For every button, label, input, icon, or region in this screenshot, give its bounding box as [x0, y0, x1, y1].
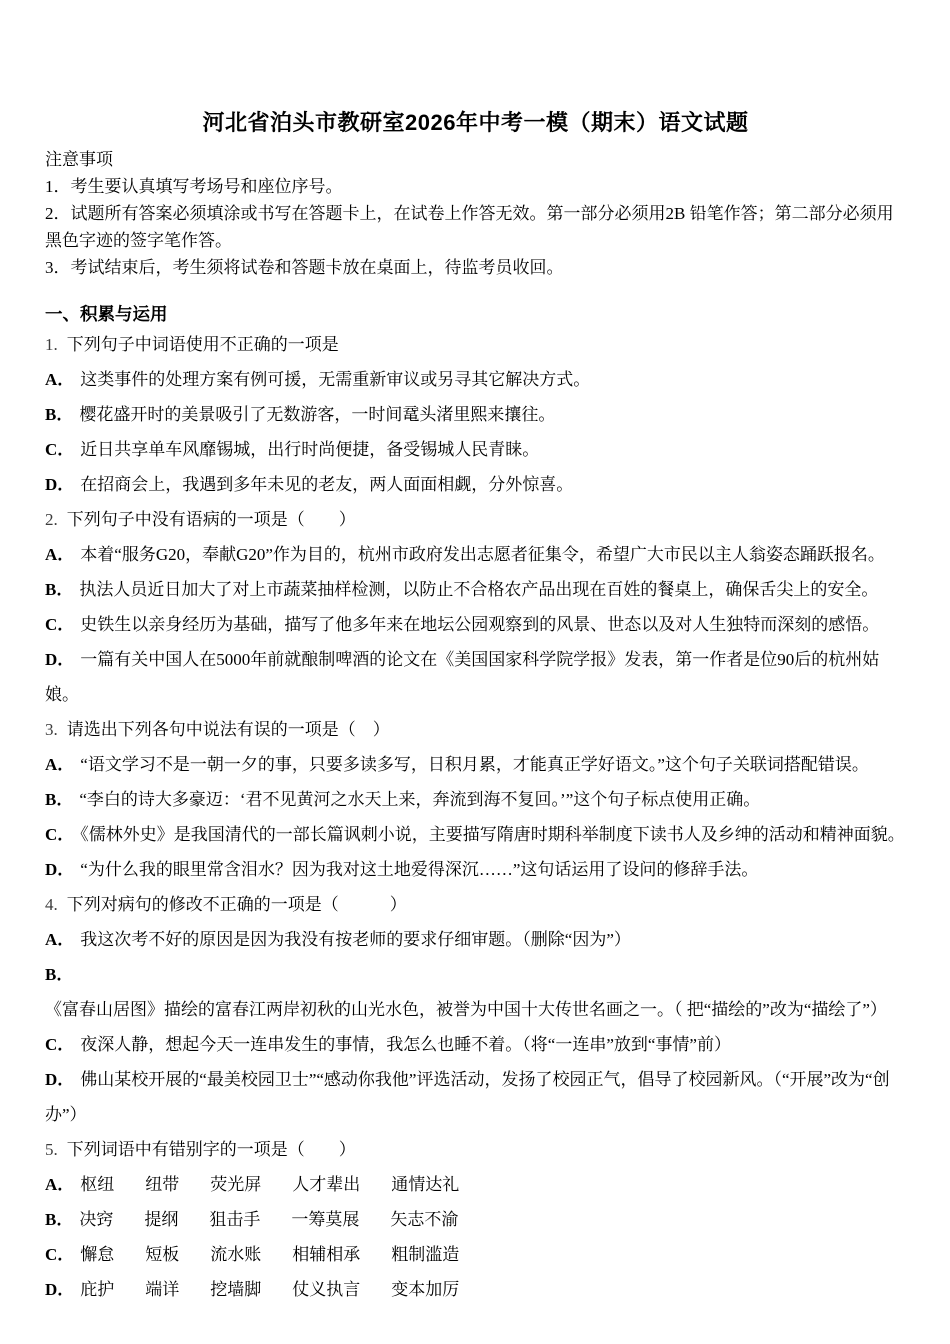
option-text: 执法人员近日加大了对上市蔬菜抽样检测，以防止不合格农产品出现在百姓的餐桌上，确保舌尖上的安全。	[79, 580, 879, 599]
word-item: 人才辈出	[292, 1175, 361, 1194]
option-row	[45, 432, 906, 467]
option-label: B．	[45, 790, 74, 809]
option-label: A．	[45, 545, 75, 564]
word-item: 提纲	[144, 1210, 179, 1229]
section-heading: 一、积累与运用	[45, 304, 168, 324]
question-stem	[45, 502, 906, 537]
option-text: 我这次考不好的原因是因为我没有按老师的要求仔细审题。（删除“因为”）	[80, 930, 631, 949]
option-word-row	[45, 1167, 906, 1202]
question-number: 3.	[45, 720, 58, 739]
option-row	[45, 537, 906, 572]
question-5	[45, 1132, 906, 1307]
question-number: 1.	[45, 335, 58, 354]
question-2	[45, 502, 906, 712]
option-text: “李白的诗大多豪迈：‘君不见黄河之水天上来，奔流到海不复回。’”这个句子标点使用正确。	[79, 790, 761, 809]
option-text: 一篇有关中国人在5000年前就酿制啤酒的论文在《美国国家科学院学报》发表，第一作者是位90后的杭州姑娘。	[45, 650, 880, 704]
notice-item: 1．考生要认真填写考场号和座位序号。	[45, 177, 343, 196]
option-label: B．	[45, 580, 74, 599]
word-item: 荧光屏	[210, 1175, 262, 1194]
option-row	[45, 607, 906, 642]
question-stem	[45, 1132, 906, 1167]
option-word-row	[45, 1202, 906, 1237]
question-3	[45, 712, 906, 887]
option-text: 本着“服务G20，奉献G20”作为目的，杭州市政府发出志愿者征集令，希望广大市民以主人翁姿态踊跃报名。	[80, 545, 885, 564]
word-item: 懈怠	[80, 1245, 115, 1264]
word-item: 矢志不渝	[390, 1210, 459, 1229]
option-row	[45, 642, 906, 712]
word-item: 决窍	[79, 1210, 114, 1229]
question-stem-text: 下列句子中没有语病的一项是（ ）	[66, 510, 356, 529]
option-row	[45, 397, 906, 432]
question-stem-text: 请选出下列各句中说法有误的一项是（ ）	[66, 720, 390, 739]
question-number: 2.	[45, 510, 58, 529]
option-label: D．	[45, 475, 75, 494]
option-text: 这类事件的处理方案有例可援，无需重新审议或另寻其它解决方式。	[80, 370, 591, 389]
option-label: C．	[45, 440, 75, 459]
word-item: 狙击手	[209, 1210, 261, 1229]
option-text: 夜深人静，想起今天一连串发生的事情，我怎么也睡不着。（将“一连串”放到“事情”前）	[80, 1035, 731, 1054]
option-text: 樱花盛开时的美景吸引了无数游客，一时间鼋头渚里熙来攘往。	[79, 405, 556, 424]
option-row	[45, 362, 906, 397]
option-label: D．	[45, 650, 75, 669]
option-row	[45, 1062, 906, 1132]
question-stem-text: 下列对病句的修改不正确的一项是（ ）	[66, 895, 407, 914]
exam-title: 河北省泊头市教研室2026年中考一模（期末）语文试题	[202, 110, 749, 135]
option-text: 《儒林外史》是我国清代的一部长篇讽刺小说，主要描写隋唐时期科举制度下读书人及乡绅的活动和精神面貌。	[80, 825, 905, 844]
option-text: 《富春山居图》描绘的富春江两岸初秋的山光水色，被誉为中国十大传世名画之一。（ 把“描绘的”改为“描绘了”）	[45, 1000, 887, 1019]
word-item: 流水账	[210, 1245, 262, 1264]
option-row	[45, 922, 906, 957]
word-item: 一筹莫展	[291, 1210, 360, 1229]
question-stem	[45, 327, 906, 362]
option-label: C．	[45, 825, 75, 844]
option-label: A．	[45, 1175, 75, 1194]
notice-item: 2．试题所有答案必须填涂或书写在答题卡上，在试卷上作答无效。第一部分必须用2B 铅笔作答；第二部分必须用黑色字迹的签字笔作答。	[45, 204, 894, 250]
option-row	[45, 572, 906, 607]
word-item: 粗制滥造	[391, 1245, 460, 1264]
option-text: 近日共享单车风靡锡城，出行时尚便捷，备受锡城人民青睐。	[80, 440, 540, 459]
question-4	[45, 887, 906, 1132]
option-label: D．	[45, 860, 75, 879]
word-item: 庇护	[80, 1280, 115, 1299]
option-label: B．	[45, 1210, 74, 1229]
word-item: 相辅相承	[292, 1245, 361, 1264]
question-number: 4.	[45, 895, 58, 914]
option-text: “为什么我的眼里常含泪水？因为我对这土地爱得深沉……”这句话运用了设问的修辞手法。	[80, 860, 759, 879]
option-row	[45, 817, 906, 852]
word-item: 端详	[145, 1280, 180, 1299]
option-label: C．	[45, 615, 75, 634]
word-item: 变本加厉	[391, 1280, 460, 1299]
option-label: B．	[45, 965, 74, 984]
option-word-row	[45, 1272, 906, 1307]
option-row	[45, 747, 906, 782]
option-text: 佛山某校开展的“最美校园卫士”“感动你我他”评选活动，发扬了校园正气，倡导了校园新风。（“开展”改为“创办”）	[45, 1070, 890, 1124]
question-stem	[45, 712, 906, 747]
option-row	[45, 957, 906, 1027]
notice-heading: 注意事项	[45, 150, 113, 169]
option-label: A．	[45, 930, 75, 949]
notice-item: 3．考试结束后，考生须将试卷和答题卡放在桌面上，待监考员收回。	[45, 258, 564, 277]
option-label: B．	[45, 405, 74, 424]
option-row	[45, 1027, 906, 1062]
word-item: 纽带	[145, 1175, 180, 1194]
word-item: 短板	[145, 1245, 180, 1264]
option-label: D．	[45, 1070, 75, 1089]
word-item: 通情达礼	[391, 1175, 460, 1194]
option-row	[45, 467, 906, 502]
option-word-row	[45, 1237, 906, 1272]
option-text: 史铁生以亲身经历为基础，描写了他多年来在地坛公园观察到的风景、世态以及对人生独特而深刻的感悟。	[80, 615, 880, 634]
word-item: 挖墙脚	[210, 1280, 262, 1299]
option-label: C．	[45, 1035, 75, 1054]
option-text: “语文学习不是一朝一夕的事，只要多读多写，日积月累，才能真正学好语文。”这个句子关联词搭配错误。	[80, 755, 869, 774]
word-item: 仗义执言	[292, 1280, 361, 1299]
question-number: 5.	[45, 1140, 58, 1159]
option-label: C．	[45, 1245, 75, 1264]
question-stem-text: 下列词语中有错别字的一项是（ ）	[66, 1140, 356, 1159]
option-label: A．	[45, 370, 75, 389]
option-label: A．	[45, 755, 75, 774]
option-row	[45, 852, 906, 887]
option-row	[45, 782, 906, 817]
question-stem	[45, 887, 906, 922]
notice-section	[45, 146, 906, 281]
option-text: 在招商会上，我遇到多年未见的老友，两人面面相觑，分外惊喜。	[80, 475, 574, 494]
word-item: 枢纽	[80, 1175, 115, 1194]
option-label: D．	[45, 1280, 75, 1299]
question-1	[45, 327, 906, 502]
question-stem-text: 下列句子中词语使用不正确的一项是	[66, 335, 339, 354]
